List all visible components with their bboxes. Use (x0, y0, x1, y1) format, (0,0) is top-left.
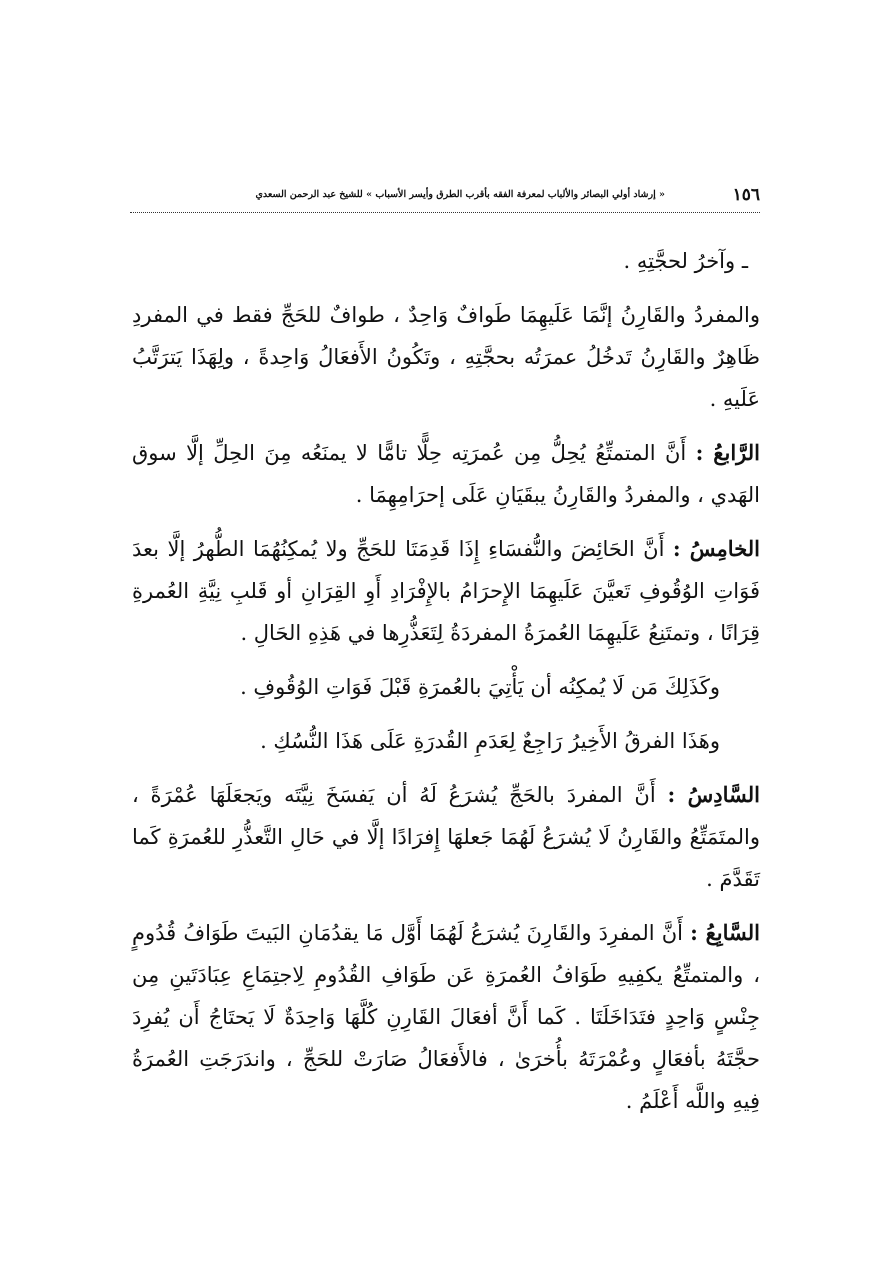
paragraph-text: أَنَّ الحَائِضَ والنُّفسَاءِ إِذَا قَدِمَتَا للحَجِّ ولا يُمكِنُهُمَا الطُّهرُ إلَّا بعدَ فَوَاتِ الوُقُوفِ تَعيَّنَ عَلَيهِمَا الإِحرَامُ بالإِفْرَادِ أَوِ القِرَانِ أو قَلبِ نِيَّةِ العُمرةِ قِرَانًا ، وتمتَنِعُ عَلَيهِمَا العُمرَةُ المفردَةُ لِتَعَذُّرِها في هَذِهِ الحَالِ . (132, 537, 760, 645)
running-title: « إرشاد أولي البصائر والألباب لمعرفة الفقه بأقرب الطرق وأيسر الأسباب » للشيخ عبد الرحمن السعدي (255, 189, 665, 200)
paragraph-lead: الرَّابعُ : (695, 440, 760, 465)
header-divider (130, 212, 760, 213)
paragraph-text: أَنَّ المتمتِّعُ يُحِلُّ مِن عُمرَتِه حِلًّا تامًّا لا يمنَعُه مِنَ الحِلِّ إلَّا سوق الهَدي ، والمفردُ والقَارِنُ يبقَيَانِ عَلَى إحرَامِهِمَا . (132, 441, 760, 507)
paragraph-seventh (132, 912, 760, 1122)
paragraph-last-difference (132, 720, 760, 762)
paragraph-lead: السَّابِعُ : (690, 920, 760, 945)
paragraph-text: أَنَّ المفرِدَ والقَارِنَ يُشرَعُ لَهُمَا أَوَّل مَا يقدُمَانِ البَيتَ طَوَافُ قُدُومٍ ، والمتمتِّعُ يكفِيهِ طَوَافُ العُمرَةِ عَن طَوَافِ القُدُومِ لِاجتِمَاعِ عِبَادَتَينِ مِن جِنْسٍ وَاحِدٍ فتَدَاخَلَتَا . كَما أَنَّ أفعَالَ القَارِنِ كُلَّهَا وَاحِدَةٌ لَا يَحتَاجُ أَن يُفرِدَ حجَّتَهُ بأفعَالٍ وعُمْرَتَهُ بأُخرَىٰ ، فالأَفعَالُ صَارَتْ للحَجِّ ، واندَرَجَتِ العُمرَةُ فِيهِ واللَّه أَعْلَمُ . (132, 921, 760, 1113)
paragraph-likewise (132, 666, 760, 708)
body-text (132, 240, 760, 1134)
paragraph-text: أَنَّ المفردَ بالحَجِّ يُشرَعُ لَهُ أن يَفسَخَ نِيَّتَه ويَجعَلَهَا عُمْرَةً ، والمتَمَتِّعُ والقَارِنُ لَا يُشرَعُ لَهُمَا جَعلهَا إِفرَادًا إلَّا في حَالِ التَّعذُّرِ للعُمرَةِ كَما تَقَدَّمَ . (132, 783, 760, 891)
paragraph-end-of-previous (132, 240, 760, 282)
page-number: ١٥٦ (732, 185, 760, 205)
paragraph-text: والمفردُ والقَارِنُ إنَّمَا عَلَيهِمَا طَوافٌ وَاحِدٌ ، طوافٌ للحَجِّ فقط في المفردِ ظَاهِرٌ والقَارِنُ تَدخُلُ عمرَتُه بحجَّتِهِ ، وتَكُونُ الأَفعَالُ وَاحِدةً ، ولِهَذَا يَترَتَّبُ عَلَيهِ . (132, 303, 760, 411)
paragraph-text: وهَذَا الفرقُ الأَخِيرُ رَاجِعٌ لِعَدَمِ القُدرَةِ عَلَى هَذَا النُّسُكِ . (260, 729, 720, 753)
paragraph-text: وكَذَلِكَ مَن لَا يُمكِنُه أن يَأْتِيَ بالعُمرَةِ قَبْلَ فَوَاتِ الوُقُوفِ . (240, 675, 720, 699)
paragraph-fifth (132, 528, 760, 654)
paragraph-lead: السَّادِسُ : (667, 782, 760, 807)
paragraph-text: ـ وآخرُ لحجَّتِهِ . (623, 249, 748, 273)
paragraph-lead: الخامِسُ : (672, 536, 760, 561)
paragraph-sixth (132, 774, 760, 900)
paragraph-mufrid-qarin (132, 294, 760, 420)
paragraph-fourth (132, 432, 760, 516)
running-header (130, 185, 760, 211)
